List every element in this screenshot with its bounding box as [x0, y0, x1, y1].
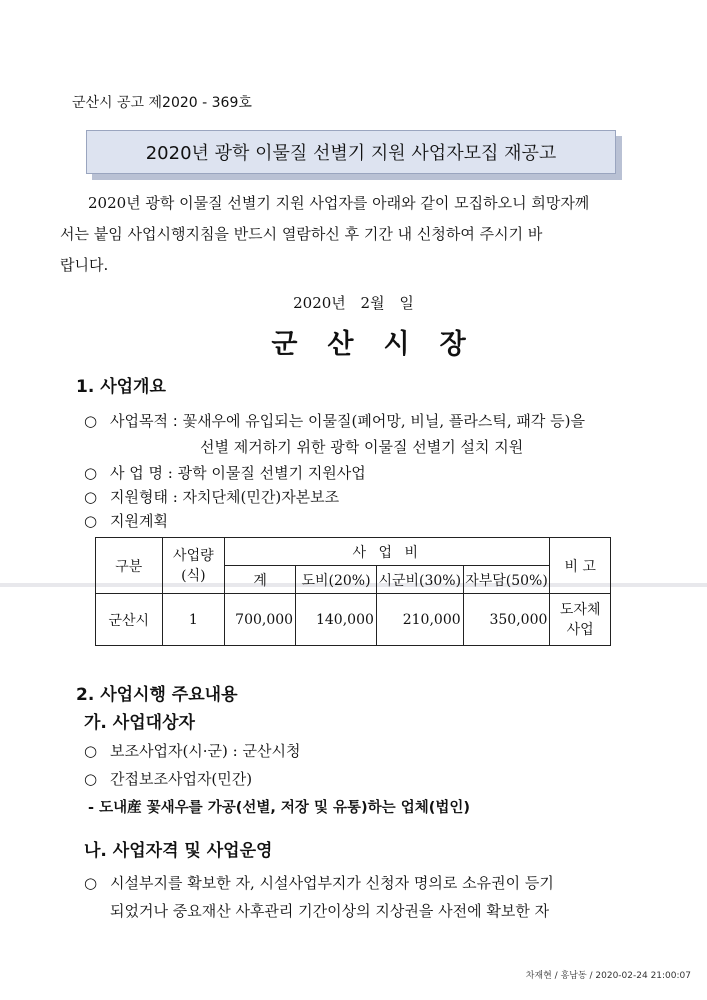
cell-city: 210,000 [376, 594, 463, 646]
intro-line: 2020년 광학 이물질 선별기 지원 사업자를 아래와 같이 모집하오니 희망자께 [88, 194, 590, 212]
support-plan-line [84, 510, 168, 531]
header-category: 구분 [96, 538, 163, 594]
purpose-text-cont: 선별 제거하기 위한 광학 이물질 선별기 설치 지원 [200, 438, 524, 456]
circle-bullet-icon: ○ [84, 488, 98, 506]
support-plan-table [95, 537, 611, 646]
cell-province: 140,000 [296, 594, 377, 646]
target-item-1 [84, 740, 300, 761]
target-item-3: - 도내産 꽃새우를 가공(선별, 저장 및 유통)하는 업체(법인) [88, 800, 471, 816]
purpose-line [84, 410, 585, 431]
cell-self: 350,000 [463, 594, 550, 646]
cell-note-line: 도자체 [559, 601, 601, 618]
qualification-item-1-cont: 되었거나 중요재산 사후관리 기간이상의 지상권을 사전에 확보한 자 [110, 902, 550, 920]
support-type-text: 지원형태 : 자치단체(민간)자본보조 [110, 488, 340, 506]
notice-date: 2020년 2월 일 [293, 294, 414, 312]
intro-line: 랍니다. [60, 256, 109, 274]
header-quantity-label: 사업량 [173, 547, 214, 564]
document-footer: 차재현 / 홍남동 / 2020-02-24 21:00:07 [525, 971, 691, 981]
target-item-2 [84, 768, 252, 789]
circle-bullet-icon: ○ [84, 742, 98, 760]
section1-heading: 1. 사업개요 [76, 377, 166, 397]
target-item-1-text: 보조사업자(시·군) : 군산시청 [110, 742, 301, 760]
cell-quantity: 1 [162, 594, 225, 646]
header-quantity-unit: (식) [181, 567, 206, 584]
intro-paragraph [60, 188, 652, 281]
header-city: 시군비(30%) [376, 566, 463, 594]
support-type-line [84, 486, 339, 507]
qualification-item-1-text: 시설부지를 확보한 자, 시설사업부지가 신청자 명의로 소유권이 등기 [110, 874, 554, 892]
circle-bullet-icon: ○ [84, 512, 98, 530]
circle-bullet-icon: ○ [84, 770, 98, 788]
circle-bullet-icon: ○ [84, 412, 98, 430]
cell-total: 700,000 [225, 594, 296, 646]
header-cost: 사 업 비 [225, 538, 550, 566]
issuer-name: 군산시장 [271, 329, 496, 360]
header-note: 비 고 [550, 538, 611, 594]
cell-note-line: 사업 [566, 621, 594, 638]
purpose-text: 꽃새우에 유입되는 이물질(폐어망, 비닐, 플라스틱, 패각 등)을 [182, 412, 585, 430]
project-name-line [84, 462, 366, 483]
section2-heading: 2. 사업시행 주요내용 [76, 685, 238, 705]
header-total: 계 [225, 566, 296, 594]
header-province: 도비(20%) [296, 566, 377, 594]
circle-bullet-icon: ○ [84, 464, 98, 482]
subsection-b-heading: 나. 사업자격 및 사업운영 [84, 841, 273, 861]
qualification-item-1 [84, 872, 554, 893]
title-box [86, 130, 616, 174]
subsection-a-heading: 가. 사업대상자 [84, 713, 195, 733]
document-title: 2020년 광학 이물질 선별기 지원 사업자모집 재공고 [145, 143, 557, 164]
circle-bullet-icon: ○ [84, 874, 98, 892]
cell-category: 군산시 [96, 594, 163, 646]
notice-number: 군산시 공고 제2020 - 369호 [72, 95, 252, 111]
header-self: 자부담(50%) [463, 566, 550, 594]
target-item-2-text: 간접보조사업자(민간) [110, 770, 253, 788]
header-quantity [162, 538, 225, 594]
intro-line: 서는 붙임 사업시행지침을 반드시 열람하신 후 기간 내 신청하여 주시기 바 [60, 225, 543, 243]
purpose-label: 사업목적 : [110, 412, 178, 430]
cell-note [550, 594, 611, 646]
table-row [96, 594, 611, 646]
support-plan-label: 지원계획 [110, 512, 168, 530]
project-name-text: 사 업 명 : 광학 이물질 선별기 지원사업 [110, 464, 366, 482]
